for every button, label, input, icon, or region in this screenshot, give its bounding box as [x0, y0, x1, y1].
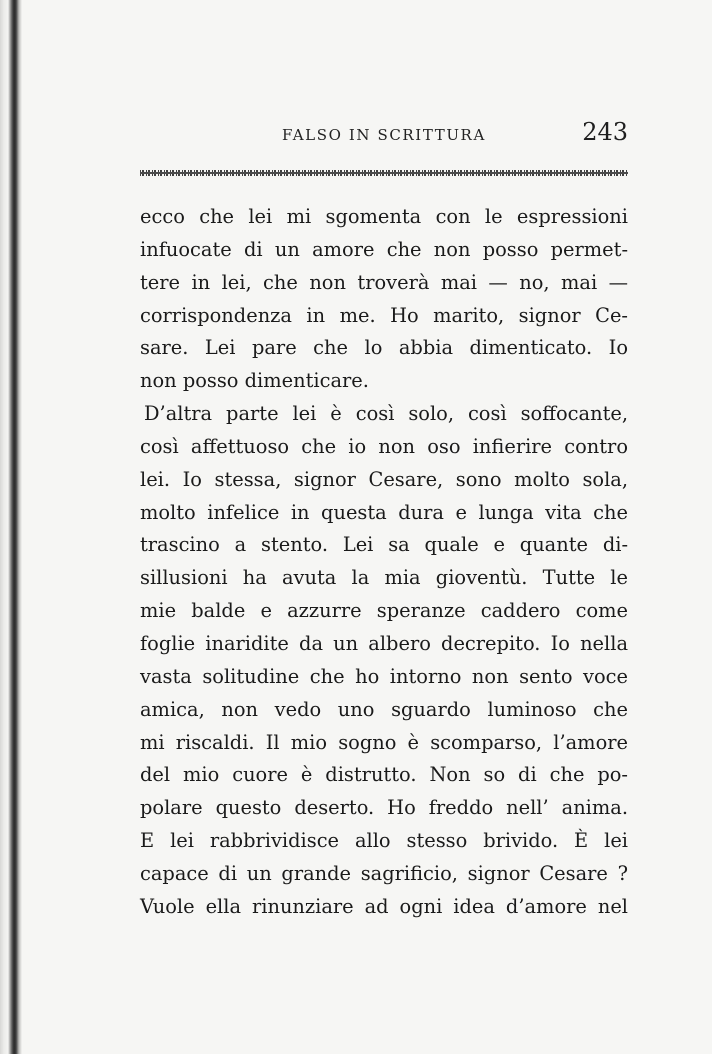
text-line: amica, non vedo uno sguardo luminoso che [140, 697, 628, 721]
text-line: molto infelice in questa dura e lunga vita che [140, 500, 628, 524]
running-title: FALSO IN SCRITTURA [282, 126, 486, 144]
text-line: non posso dimenticare. [140, 369, 369, 393]
text-line: lei. Io stessa, signor Cesare, sono molto sola, [140, 467, 628, 491]
text-line: del mio cuore è distrutto. Non so di che po- [140, 763, 628, 787]
text-line: foglie inaridite da un albero decrepito. Io nella [140, 631, 628, 655]
text-line: sillusioni ha avuta la mia gioventù. Tutte le [140, 566, 628, 590]
text-line: polare questo deserto. Ho freddo nell’ anima. [140, 796, 628, 820]
text-line: tere in lei, che non troverà mai — no, mai — [140, 270, 628, 294]
text-line: corrispondenza in me. Ho marito, signor Ce- [140, 303, 628, 327]
header-ornament-rule [140, 170, 628, 176]
text-line: ecco che lei mi sgomenta con le espressioni [140, 205, 628, 228]
page-header [140, 118, 628, 150]
text-line: così affettuoso che io non oso infierire contro [140, 434, 628, 458]
text-line: trascino a stento. Lei sa quale e quante di- [140, 533, 628, 557]
text-line: Vuole ella rinunziare ad ogni idea d’amore nel [140, 894, 628, 918]
text-line: mie balde e azzurre speranze caddero come [140, 599, 628, 623]
text-line: vasta solitudine che ho intorno non sento voce [140, 664, 628, 688]
text-line: capace di un grande sagrificio, signor Cesare ? [140, 861, 628, 885]
text-line: D’altra parte lei è così solo, così soffocante, [144, 402, 628, 426]
text-line: mi riscaldi. Il mio sogno è scomparso, l’amore [140, 730, 628, 754]
text-line: sare. Lei pare che lo abbia dimenticato. Io [140, 336, 628, 360]
body-text [140, 201, 628, 924]
book-spine-edge [0, 0, 22, 1054]
text-line: E lei rabbrividisce allo stesso brivido. È lei [140, 829, 628, 853]
page-number: 243 [582, 118, 628, 146]
text-line: infuocate di un amore che non posso permet- [140, 237, 628, 261]
